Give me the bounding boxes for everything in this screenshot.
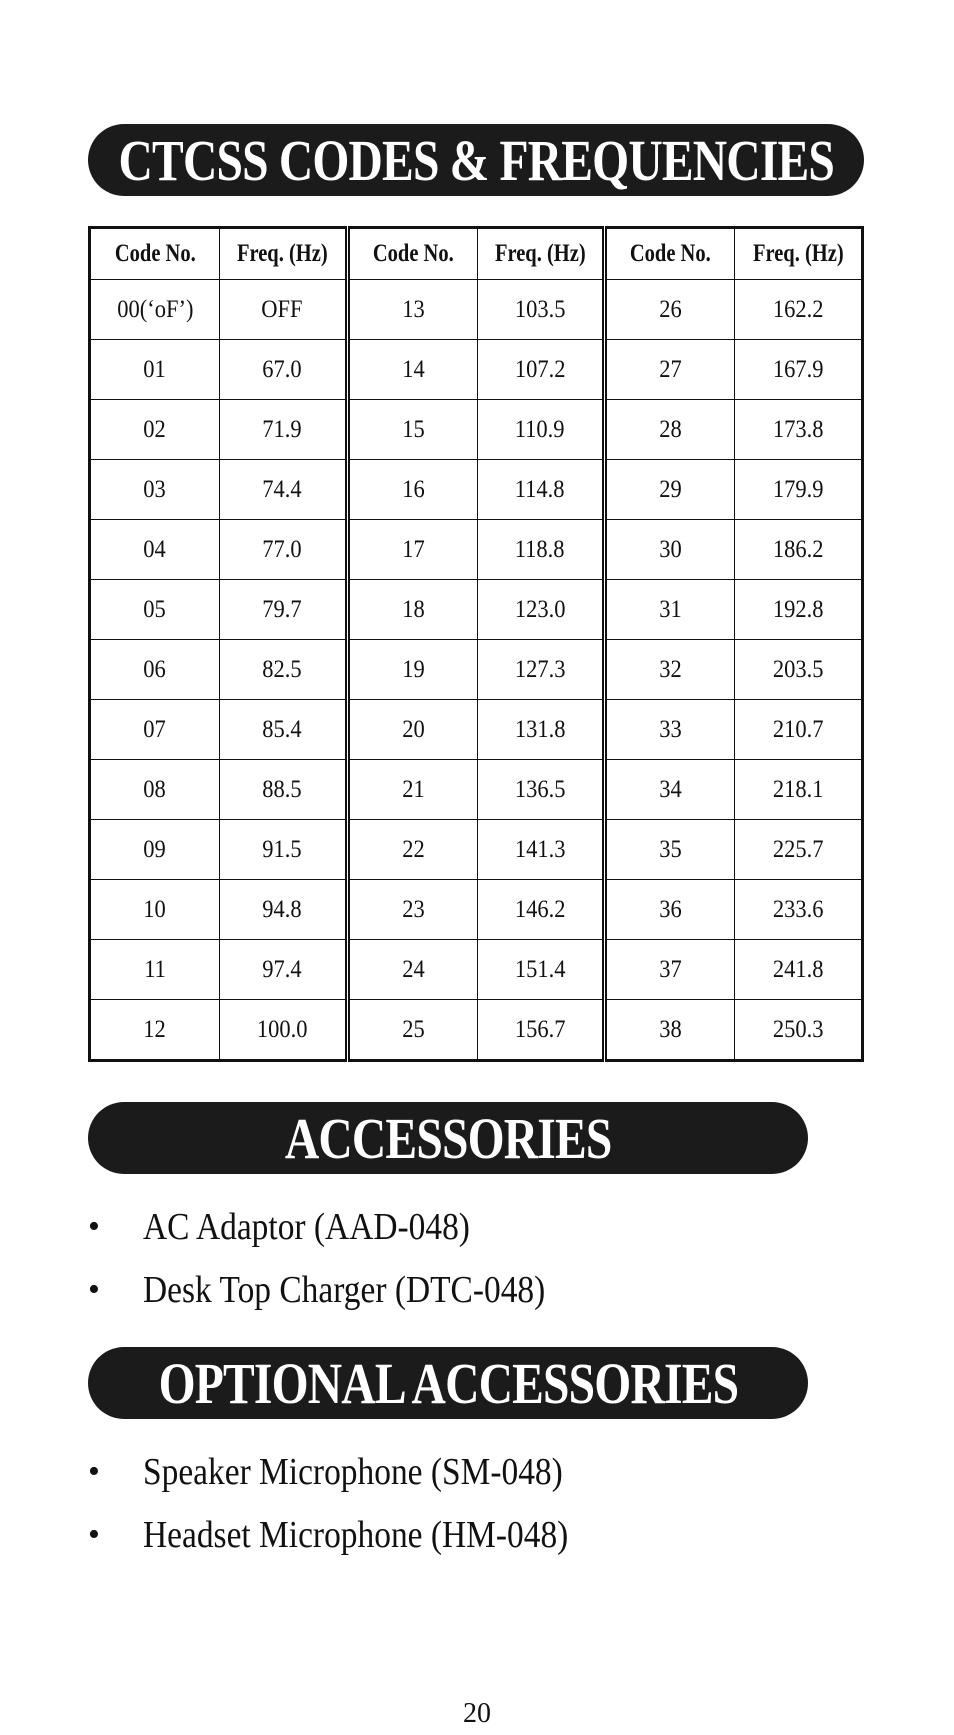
freq-cell: 103.5	[477, 280, 605, 340]
optional-accessory-item-text: Speaker Microphone (SM-048)	[143, 1450, 563, 1493]
freq-cell: 67.0	[219, 340, 347, 400]
code-cell: 29	[605, 460, 735, 520]
code-cell: 25	[347, 1000, 477, 1061]
freq-cell: 94.8	[219, 880, 347, 940]
code-cell: 27	[605, 340, 735, 400]
code-cell: 15	[347, 400, 477, 460]
accessories-list	[88, 1195, 600, 1321]
ctcss-title-banner	[88, 124, 864, 196]
freq-cell: 186.2	[735, 520, 863, 580]
code-cell: 04	[90, 520, 220, 580]
code-cell: 07	[90, 700, 220, 760]
code-cell: 06	[90, 640, 220, 700]
code-cell: 20	[347, 700, 477, 760]
code-cell: 12	[90, 1000, 220, 1061]
code-cell: 32	[605, 640, 735, 700]
freq-cell: 74.4	[219, 460, 347, 520]
list-item	[88, 1503, 626, 1566]
code-cell: 14	[347, 340, 477, 400]
bullet: •	[88, 1452, 100, 1490]
freq-cell: 79.7	[219, 580, 347, 640]
freq-cell: 146.2	[477, 880, 605, 940]
ctcss-table	[88, 226, 864, 1062]
table-row	[90, 700, 863, 760]
table-row	[90, 880, 863, 940]
list-item	[88, 1258, 600, 1321]
freq-cell: 127.3	[477, 640, 605, 700]
table-row	[90, 580, 863, 640]
header-freq: Freq. (Hz)	[477, 228, 605, 280]
table-header-row	[90, 228, 863, 280]
code-cell: 10	[90, 880, 220, 940]
code-cell: 33	[605, 700, 735, 760]
code-cell: 24	[347, 940, 477, 1000]
code-cell: 34	[605, 760, 735, 820]
freq-cell: 167.9	[735, 340, 863, 400]
freq-cell: 233.6	[735, 880, 863, 940]
freq-cell: 91.5	[219, 820, 347, 880]
freq-cell: 114.8	[477, 460, 605, 520]
code-cell: 03	[90, 460, 220, 520]
freq-cell: 210.7	[735, 700, 863, 760]
table-row	[90, 1000, 863, 1061]
code-cell: 09	[90, 820, 220, 880]
freq-cell: 156.7	[477, 1000, 605, 1061]
header-freq: Freq. (Hz)	[219, 228, 347, 280]
table-row	[90, 280, 863, 340]
freq-cell: 192.8	[735, 580, 863, 640]
code-cell: 17	[347, 520, 477, 580]
code-cell: 18	[347, 580, 477, 640]
freq-cell: 107.2	[477, 340, 605, 400]
table-row	[90, 640, 863, 700]
freq-cell: 77.0	[219, 520, 347, 580]
code-cell: 00(‘oF’)	[90, 280, 220, 340]
table-row	[90, 520, 863, 580]
freq-cell: 88.5	[219, 760, 347, 820]
freq-cell: 118.8	[477, 520, 605, 580]
bullet: •	[88, 1207, 100, 1245]
code-cell: 16	[347, 460, 477, 520]
code-cell: 22	[347, 820, 477, 880]
code-cell: 37	[605, 940, 735, 1000]
freq-cell: 241.8	[735, 940, 863, 1000]
list-item	[88, 1440, 626, 1503]
code-cell: 05	[90, 580, 220, 640]
freq-cell: OFF	[219, 280, 347, 340]
freq-cell: 82.5	[219, 640, 347, 700]
freq-cell: 71.9	[219, 400, 347, 460]
freq-cell: 173.8	[735, 400, 863, 460]
accessory-item-text: AC Adaptor (AAD-048)	[143, 1205, 470, 1248]
optional-accessory-item-text: Headset Microphone (HM-048)	[143, 1513, 569, 1556]
freq-cell: 179.9	[735, 460, 863, 520]
table-row	[90, 760, 863, 820]
code-cell: 38	[605, 1000, 735, 1061]
table-row	[90, 940, 863, 1000]
freq-cell: 151.4	[477, 940, 605, 1000]
code-cell: 28	[605, 400, 735, 460]
freq-cell: 225.7	[735, 820, 863, 880]
code-cell: 26	[605, 280, 735, 340]
freq-cell: 250.3	[735, 1000, 863, 1061]
code-cell: 19	[347, 640, 477, 700]
code-cell: 30	[605, 520, 735, 580]
accessory-item-text: Desk Top Charger (DTC-048)	[143, 1268, 546, 1311]
freq-cell: 141.3	[477, 820, 605, 880]
bullet: •	[88, 1270, 100, 1308]
freq-cell: 136.5	[477, 760, 605, 820]
optional-accessories-title: OPTIONAL ACCESSORIES	[158, 1350, 738, 1416]
freq-cell: 162.2	[735, 280, 863, 340]
code-cell: 11	[90, 940, 220, 1000]
optional-accessories-list	[88, 1440, 626, 1566]
freq-cell: 85.4	[219, 700, 347, 760]
code-cell: 23	[347, 880, 477, 940]
header-freq: Freq. (Hz)	[735, 228, 863, 280]
list-item	[88, 1195, 600, 1258]
code-cell: 13	[347, 280, 477, 340]
optional-accessories-title-banner	[88, 1347, 808, 1419]
freq-cell: 110.9	[477, 400, 605, 460]
freq-cell: 123.0	[477, 580, 605, 640]
table-row	[90, 340, 863, 400]
page-number: 20	[463, 1698, 491, 1729]
header-code-no: Code No.	[605, 228, 735, 280]
freq-cell: 131.8	[477, 700, 605, 760]
header-code-no: Code No.	[90, 228, 220, 280]
table-row	[90, 820, 863, 880]
header-code-no: Code No.	[347, 228, 477, 280]
table-row	[90, 400, 863, 460]
code-cell: 31	[605, 580, 735, 640]
code-cell: 36	[605, 880, 735, 940]
table-row	[90, 460, 863, 520]
code-cell: 01	[90, 340, 220, 400]
accessories-title-banner	[88, 1102, 808, 1174]
ctcss-title: CTCSS CODES & FREQUENCIES	[118, 127, 834, 193]
bullet: •	[88, 1515, 100, 1553]
accessories-title: ACCESSORIES	[284, 1105, 612, 1171]
freq-cell: 100.0	[219, 1000, 347, 1061]
code-cell: 08	[90, 760, 220, 820]
freq-cell: 97.4	[219, 940, 347, 1000]
code-cell: 35	[605, 820, 735, 880]
freq-cell: 218.1	[735, 760, 863, 820]
code-cell: 02	[90, 400, 220, 460]
freq-cell: 203.5	[735, 640, 863, 700]
code-cell: 21	[347, 760, 477, 820]
